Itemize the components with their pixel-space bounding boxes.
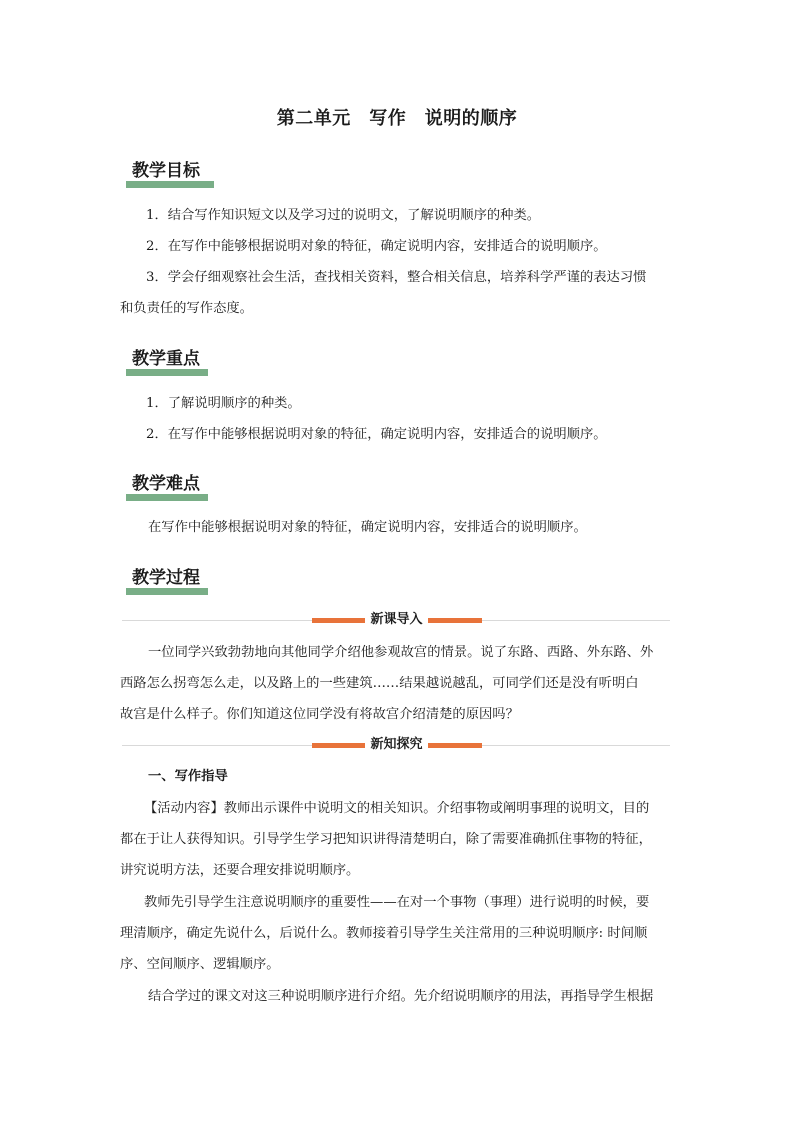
goal-item-1: 1．结合写作知识短文以及学习过的说明文，了解说明顺序的种类。 bbox=[146, 208, 541, 223]
section-heading-process bbox=[126, 565, 200, 595]
intro-line-3: 故宫是什么样子。你们知道这位同学没有将故宫介绍清楚的原因吗？ bbox=[120, 707, 519, 722]
difficulty-text: 在写作中能够根据说明对象的特征，确定说明内容，安排适合的说明顺序。 bbox=[148, 520, 587, 535]
teacher-line-2: 理清顺序，确定先说什么，后说什么。教师接着引导学生关注常用的三种说明顺序: 时间顺 bbox=[120, 926, 648, 941]
section-heading-process-label: 教学过程 bbox=[132, 568, 200, 588]
section-heading-goals-label: 教学目标 bbox=[132, 161, 200, 181]
last-line: 结合学过的课文对这三种说明顺序进行介绍。先介绍说明顺序的用法，再指导学生根据 bbox=[148, 989, 654, 1004]
section-heading-difficulties-label: 教学难点 bbox=[132, 474, 200, 494]
goal-item-2: 2．在写作中能够根据说明对象的特征，确定说明内容，安排适合的说明顺序。 bbox=[146, 239, 607, 254]
activity-line-3: 讲究说明方法，还要合理安排说明顺序。 bbox=[120, 863, 360, 878]
divider-intro-label: 新课导入 bbox=[365, 610, 428, 630]
page-title: 第二单元 写作 说明的顺序 bbox=[276, 108, 518, 129]
teacher-line-1: 教师先引导学生注意说明顺序的重要性——在对一个事物（事理）进行说明的时候，要 bbox=[144, 895, 650, 910]
section-heading-key-points bbox=[126, 346, 200, 376]
goal-item-3-cont: 和负责任的写作态度。 bbox=[120, 301, 253, 316]
activity-line-1: 【活动内容】教师出示课件中说明文的相关知识。介绍事物或阐明事理的说明文，目的 bbox=[144, 801, 650, 816]
divider-intro bbox=[122, 614, 670, 628]
key-point-item-1: 1．了解说明顺序的种类。 bbox=[146, 396, 301, 411]
section-heading-goals bbox=[126, 158, 200, 188]
divider-explore-label: 新知探究 bbox=[365, 735, 428, 755]
divider-explore bbox=[122, 739, 670, 753]
teacher-line-3: 序、空间顺序、逻辑顺序。 bbox=[120, 957, 280, 972]
activity-line-2: 都在于让人获得知识。引导学生学习把知识讲得清楚明白，除了需要准确抓住事物的特征， bbox=[120, 832, 652, 847]
intro-line-1: 一位同学兴致勃勃地向其他同学介绍他参观故宫的情景。说了东路、西路、外东路、外 bbox=[148, 645, 654, 660]
goal-item-3: 3．学会仔细观察社会生活，查找相关资料，整合相关信息，培养科学严谨的表达习惯 bbox=[146, 270, 647, 285]
section-heading-key-points-label: 教学重点 bbox=[132, 349, 200, 369]
intro-line-2: 西路怎么拐弯怎么走，以及路上的一些建筑……结果越说越乱，可同学们还是没有听明白 bbox=[120, 676, 639, 691]
section-heading-difficulties bbox=[126, 471, 200, 501]
key-point-item-2: 2．在写作中能够根据说明对象的特征，确定说明内容，安排适合的说明顺序。 bbox=[146, 427, 607, 442]
sub-heading-writing-guide: 一、写作指导 bbox=[148, 769, 228, 784]
